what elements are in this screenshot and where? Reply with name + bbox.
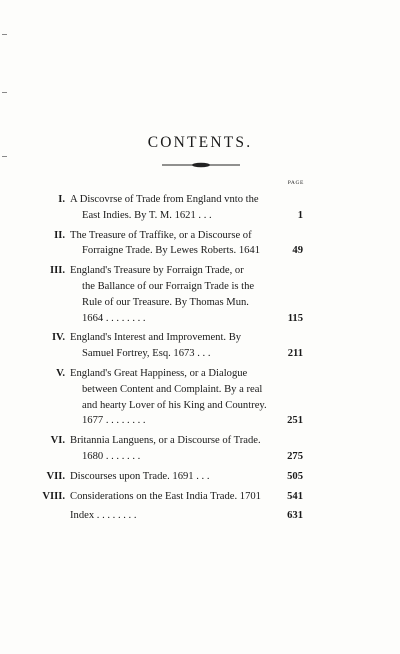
entry-title-line: Rule of our Treasure. By Thomas Mun. xyxy=(82,296,249,308)
entry-page-number: 49 xyxy=(292,245,303,257)
entry-page-number: 1 xyxy=(297,209,303,221)
entry-number: II. xyxy=(54,229,65,241)
entry-title-line: England's Great Happiness, or a Dialogue xyxy=(70,367,248,379)
entry-page-number: 505 xyxy=(287,470,303,482)
toc-entry xyxy=(0,192,400,224)
entry-number: I. xyxy=(58,194,65,205)
margin-mark xyxy=(2,156,7,157)
toc-entry xyxy=(0,469,400,485)
entry-title-line: and hearty Lover of his King and Countrey. xyxy=(82,399,267,411)
entry-number: V. xyxy=(56,367,65,379)
entry-title-line: 1680 . . . . . . . xyxy=(82,450,141,462)
entry-title-line: 1664 . . . . . . . . xyxy=(82,312,146,324)
toc-entry xyxy=(0,263,400,326)
entry-title-line: Index . . . . . . . . xyxy=(70,510,137,522)
entry-title-line: Discourses upon Trade. 1691 . . . xyxy=(70,470,210,482)
entry-page-number: 631 xyxy=(287,510,303,522)
entry-title-line: England's Interest and Improvement. By xyxy=(70,332,242,344)
toc-entry xyxy=(0,489,400,505)
entry-title-line: East Indies. By T. M. 1621 . . . xyxy=(82,209,212,221)
entry-number: III. xyxy=(49,265,65,277)
toc-entry xyxy=(0,366,400,429)
entry-title xyxy=(70,192,332,224)
entry-number: VI. xyxy=(50,435,65,447)
entry-page-number: 211 xyxy=(287,348,303,360)
toc-entry xyxy=(0,433,400,465)
page-column-label: PAGE xyxy=(287,180,304,186)
entry-title-line: Forraigne Trade. By Lewes Roberts. 1641 xyxy=(82,245,261,257)
entry-page-number: 541 xyxy=(287,490,303,502)
margin-mark xyxy=(2,92,7,93)
entry-number: VII. xyxy=(46,470,65,482)
entry-page-number: 275 xyxy=(287,450,303,462)
entry-page-number: 251 xyxy=(287,415,303,427)
entry-title-line: A Discovrse of Trade from England vnto the xyxy=(70,194,259,205)
entry-page-number: 115 xyxy=(287,312,303,324)
entry-number: IV. xyxy=(51,332,65,344)
entry-title-line: The Treasure of Traffike, or a Discourse of xyxy=(70,229,252,241)
toc-entry xyxy=(0,508,400,524)
entry-title-line: the Ballance of our Forraign Trade is the xyxy=(82,280,255,292)
entry-title-line: England's Treasure by Forraign Trade, or xyxy=(70,265,244,277)
entry-title-line: Considerations on the East India Trade. 1701 xyxy=(70,490,261,502)
toc-entry xyxy=(0,330,400,362)
entry-title-line: 1677 . . . . . . . . xyxy=(82,415,146,427)
toc-entry xyxy=(0,228,400,260)
margin-mark xyxy=(2,34,7,35)
entry-title-line: between Content and Complaint. By a real xyxy=(82,383,263,395)
entry-number: VIII. xyxy=(42,490,65,502)
page-title: CONTENTS. xyxy=(147,134,253,151)
table-of-contents xyxy=(0,192,400,528)
entry-title-line: Samuel Fortrey, Esq. 1673 . . . xyxy=(82,348,211,360)
ornament-rule-icon xyxy=(156,160,246,170)
entry-title-line: Britannia Languens, or a Discourse of Trade. xyxy=(70,435,261,447)
